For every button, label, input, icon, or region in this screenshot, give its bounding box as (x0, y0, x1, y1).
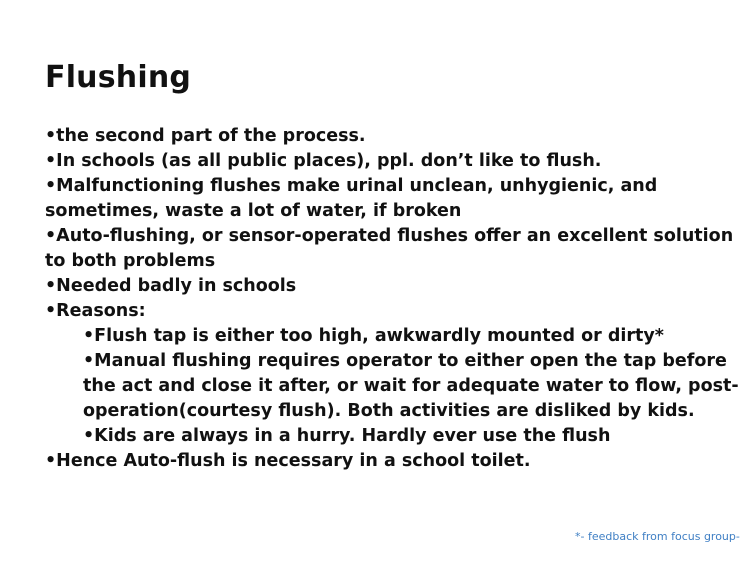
bullet-item: •Needed badly in schools (45, 276, 297, 296)
sub-bullet-item: •Flush tap is either too high, awkwardly mounted or dirty* (83, 326, 664, 346)
footnote: *- feedback from focus group- (575, 530, 740, 543)
slide-title: Flushing (45, 60, 192, 95)
bullet-item: •Auto-flushing, or sensor-operated flushes offer an excellent solution to both problems (45, 226, 734, 271)
bullet-item: •Hence Auto-flush is necessary in a school toilet. (45, 451, 531, 471)
bullet-list (45, 124, 745, 474)
bullet-item: •In schools (as all public places), ppl. don’t like to flush. (45, 151, 602, 171)
bullet-item: •Reasons: (45, 301, 146, 321)
sub-bullet-item: •Kids are always in a hurry. Hardly ever use the flush (83, 426, 611, 446)
bullet-item: •the second part of the process. (45, 126, 366, 146)
bullet-item: •Malfunctioning flushes make urinal unclean, unhygienic, and sometimes, waste a lot of water, if broken (45, 176, 658, 221)
sub-bullet-item: •Manual flushing requires operator to either open the tap before the act and close it after, or wait for adequate water to flow, post-operation(courtesy flush). Both activities are disliked by kids. (83, 351, 739, 421)
